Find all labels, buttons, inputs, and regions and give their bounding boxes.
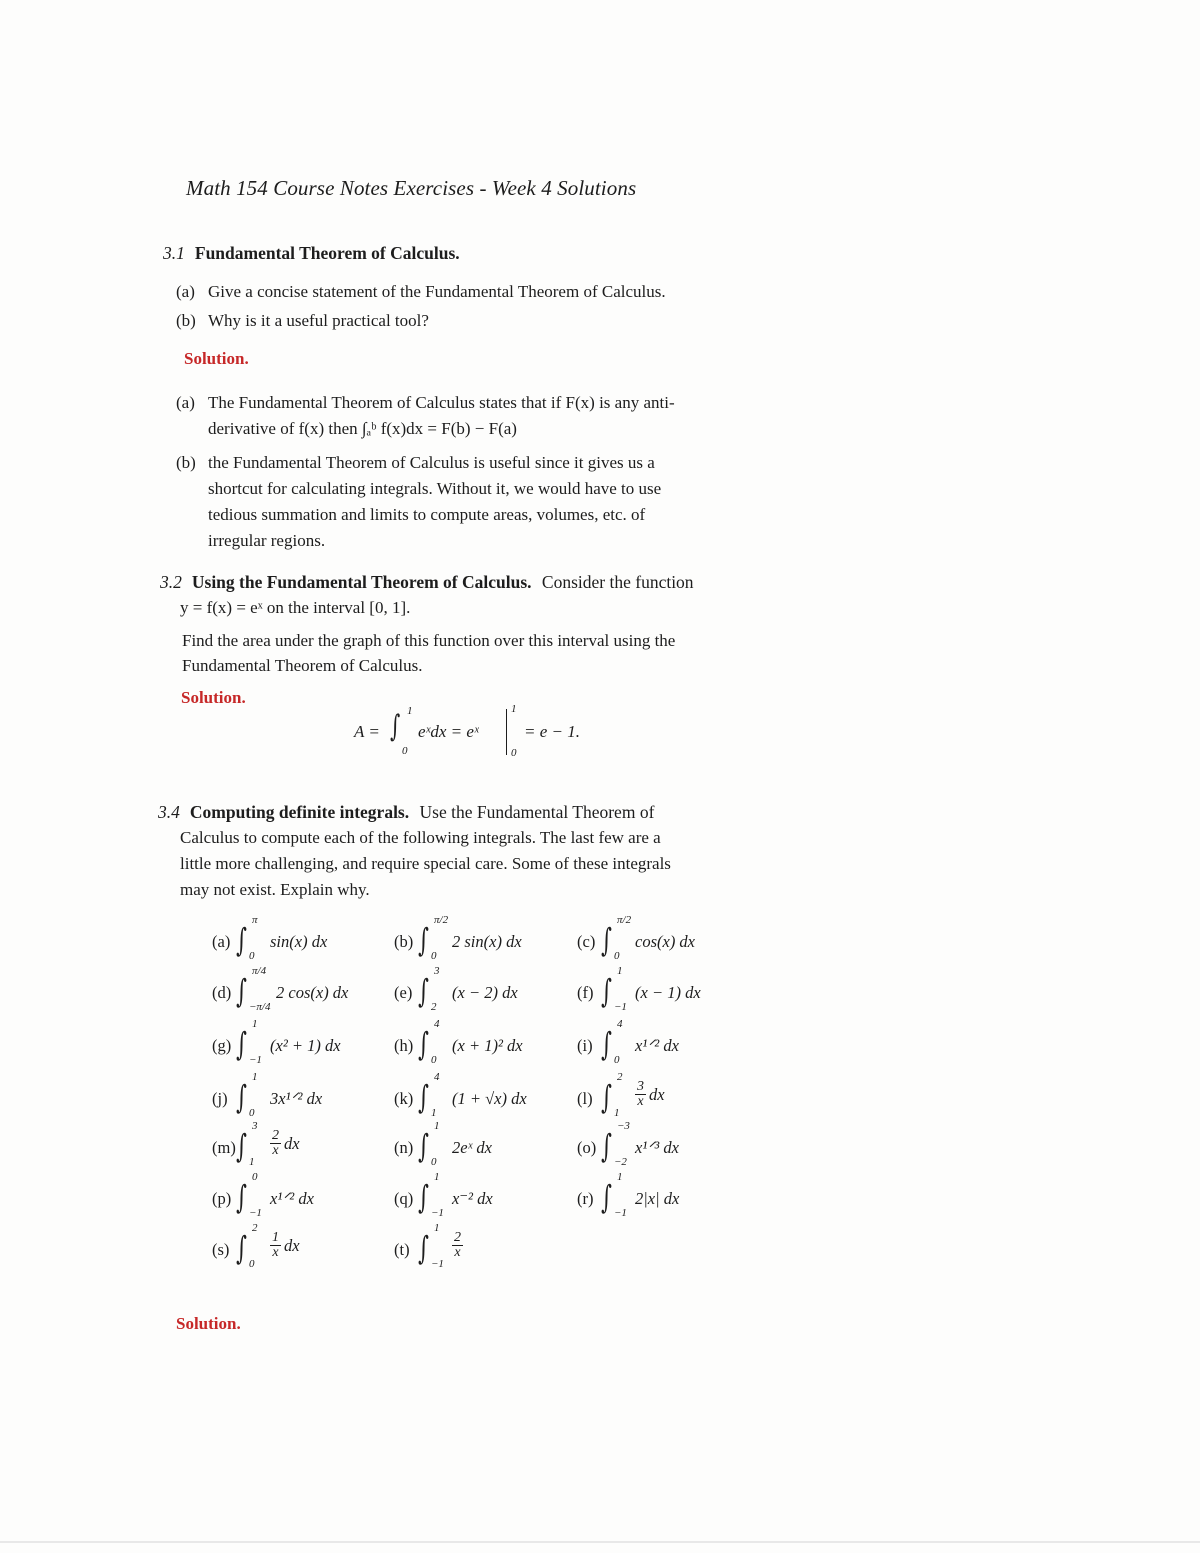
integral-sign-icon: ∫	[418, 1078, 429, 1116]
integral-upper-limit: 1	[252, 1071, 258, 1083]
integrand-fraction	[452, 1231, 463, 1260]
integrand: 3x¹ᐟ² dx	[270, 1089, 323, 1108]
integral-sign-icon: ∫	[601, 1025, 612, 1063]
solution-label: Solution.	[184, 349, 249, 368]
integral-label: (h)	[394, 1036, 414, 1055]
section-3-4-heading	[158, 799, 654, 825]
integral-upper-limit: 1	[407, 705, 413, 717]
integrand-text: dx	[284, 1235, 300, 1255]
integral-sign-icon: ∫	[601, 921, 612, 959]
fraction-numerator: 2	[454, 1230, 461, 1245]
integral-lower-limit: 0	[614, 1054, 620, 1066]
evaluation-bar	[506, 709, 507, 755]
integrand: x¹ᐟ² dx	[270, 1189, 314, 1208]
integral-label: (e)	[394, 983, 413, 1002]
integral-lower-limit: 2	[431, 1001, 437, 1013]
section-title: Using the Fundamental Theorem of Calculus.	[191, 572, 532, 592]
integral-sign-icon: ∫	[601, 972, 612, 1010]
section-3-2-paragraph-line: Fundamental Theorem of Calculus.	[182, 656, 423, 675]
integral-sign-icon: ∫	[236, 1178, 247, 1216]
integral-label: (t)	[394, 1240, 410, 1259]
integrand-text: dx	[284, 1133, 300, 1153]
integral-label: (a)	[212, 932, 231, 951]
integrand: (x − 2) dx	[452, 983, 518, 1002]
equation-rhs: = e − 1.	[524, 722, 580, 741]
section-3-4-line: may not exist. Explain why.	[180, 880, 370, 899]
integral-sign-icon: ∫	[390, 709, 401, 744]
section-3-2-heading	[160, 569, 694, 595]
solution-text-line: tedious summation and limits to compute areas, volumes, etc. of	[208, 505, 646, 524]
evaluation-lower: 0	[511, 747, 517, 759]
integrand: cos(x) dx	[635, 932, 696, 951]
integral-lower-limit: 1	[614, 1107, 620, 1119]
integral-upper-limit: −3	[617, 1120, 630, 1132]
integrand: x⁻² dx	[452, 1189, 493, 1208]
integral-lower-limit: −1	[614, 1001, 627, 1013]
integrand: (x − 1) dx	[635, 983, 701, 1002]
integrand	[270, 1231, 300, 1260]
integral-label: (p)	[212, 1189, 232, 1208]
integral-sign-icon: ∫	[236, 1127, 247, 1165]
integral-upper-limit: 3	[434, 965, 440, 977]
section-intro: Use the Fundamental Theorem of	[419, 802, 655, 822]
integrand	[635, 1080, 665, 1109]
integrand: sin(x) dx	[270, 932, 328, 951]
integral-label: (i)	[577, 1036, 593, 1055]
solution-text-line: the Fundamental Theorem of Calculus is useful since it gives us a	[208, 453, 655, 472]
question-text: Why is it a useful practical tool?	[208, 311, 429, 330]
integrand: 2 sin(x) dx	[452, 932, 522, 951]
page-title: Math 154 Course Notes Exercises - Week 4 Solutions	[186, 176, 637, 200]
integral-label: (n)	[394, 1138, 414, 1157]
fraction-numerator: 3	[637, 1079, 644, 1094]
integral-label: (d)	[212, 983, 232, 1002]
solution-label: Solution.	[181, 688, 246, 707]
integral-upper-limit: 1	[434, 1222, 440, 1234]
integral-sign-icon: ∫	[418, 1025, 429, 1063]
integral-label: (f)	[577, 983, 594, 1002]
fraction-denominator: x	[637, 1094, 644, 1109]
integral-lower-limit: −1	[431, 1207, 444, 1219]
section-number: 3.1	[163, 243, 185, 263]
integral-lower-limit: −2	[614, 1156, 627, 1168]
integral-sign-icon: ∫	[236, 972, 247, 1010]
item-label: (a)	[176, 282, 195, 301]
integral-lower-limit: −1	[614, 1207, 627, 1219]
integral-label: (g)	[212, 1036, 232, 1055]
section-3-1-heading	[163, 240, 460, 266]
integral-lower-limit: 1	[431, 1107, 437, 1119]
integral-upper-limit: π/2	[434, 914, 449, 926]
integrand	[270, 1129, 300, 1158]
integral-label: (r)	[577, 1189, 594, 1208]
integral-lower-limit: 0	[431, 950, 437, 962]
integral-lower-limit: 0	[249, 1107, 255, 1119]
section-3-2-paragraph-line: Find the area under the graph of this function over this interval using the	[182, 631, 676, 650]
integrand: (x + 1)² dx	[452, 1036, 523, 1055]
integrand: (1 + √x) dx	[452, 1089, 527, 1108]
integral-upper-limit: 2	[252, 1222, 258, 1234]
integral-lower-limit: 0	[614, 950, 620, 962]
integrand	[452, 1231, 463, 1260]
integral-sign-icon: ∫	[418, 972, 429, 1010]
integral-sign-icon: ∫	[601, 1127, 612, 1165]
integral-upper-limit: 3	[252, 1120, 258, 1132]
item-label: (a)	[176, 393, 195, 412]
integral-label: (m)	[212, 1138, 236, 1157]
integral-label: (q)	[394, 1189, 414, 1208]
integral-lower-limit: 0	[249, 1258, 255, 1270]
integral-label: (l)	[577, 1089, 593, 1108]
solution-text-line: derivative of f(x) then ∫ₐᵇ f(x)dx = F(b) − F(a)	[208, 419, 517, 438]
integral-sign-icon: ∫	[236, 1025, 247, 1063]
integral-label: (j)	[212, 1089, 228, 1108]
integrand: (x² + 1) dx	[270, 1036, 341, 1055]
integrand: x¹ᐟ³ dx	[635, 1138, 679, 1157]
integral-upper-limit: π/2	[617, 914, 632, 926]
integral-sign-icon: ∫	[418, 1229, 429, 1267]
integral-upper-limit: 1	[252, 1018, 258, 1030]
integral-lower-limit: 0	[431, 1156, 437, 1168]
integral-lower-limit: 0	[249, 950, 255, 962]
item-label: (b)	[176, 453, 196, 472]
section-title: Fundamental Theorem of Calculus.	[194, 243, 460, 263]
integral-label: (b)	[394, 932, 414, 951]
integral-upper-limit: 1	[434, 1171, 440, 1183]
fraction-denominator: x	[454, 1245, 461, 1260]
integral-label: (k)	[394, 1089, 414, 1108]
fraction-numerator: 2	[272, 1128, 279, 1143]
integral-lower-limit: −π/4	[249, 1001, 271, 1013]
integral-lower-limit: −1	[249, 1054, 262, 1066]
integral-label: (o)	[577, 1138, 597, 1157]
integral-upper-limit: 1	[617, 965, 623, 977]
solution-label: Solution.	[176, 1314, 241, 1333]
solution-b	[176, 450, 756, 554]
integrand-text: dx	[649, 1084, 665, 1104]
section-title: Computing definite integrals.	[189, 802, 410, 822]
section-number: 3.4	[158, 802, 180, 822]
scan-edge-line	[0, 1541, 1200, 1543]
section-3-4-line: Calculus to compute each of the following integrals. The last few are a	[180, 828, 661, 847]
integrand-fraction	[635, 1080, 646, 1109]
equation-lhs: A =	[354, 722, 380, 741]
fraction-denominator: x	[272, 1143, 279, 1158]
integral-sign-icon: ∫	[236, 921, 247, 959]
fraction-denominator: x	[272, 1245, 279, 1260]
integral-sign-icon: ∫	[236, 1229, 247, 1267]
fraction-numerator: 1	[272, 1230, 279, 1245]
integral-sign-icon: ∫	[418, 1178, 429, 1216]
integral-sign-icon: ∫	[601, 1178, 612, 1216]
equation-middle: eˣdx = eˣ	[418, 722, 479, 741]
integral-upper-limit: 1	[434, 1120, 440, 1132]
integral-lower-limit: 0	[431, 1054, 437, 1066]
item-label: (b)	[176, 311, 196, 330]
integral-sign-icon: ∫	[418, 921, 429, 959]
question-text: Give a concise statement of the Fundamental Theorem of Calculus.	[208, 282, 666, 301]
area-equation	[354, 703, 594, 765]
integrand-fraction	[270, 1231, 281, 1260]
integral-label: (c)	[577, 932, 596, 951]
solution-text-line: irregular regions.	[208, 531, 326, 550]
integral-upper-limit: π/4	[252, 965, 267, 977]
integral-upper-limit: π	[252, 914, 258, 926]
integrand: 2 cos(x) dx	[276, 983, 349, 1002]
section-3-4-line: little more challenging, and require special care. Some of these integrals	[180, 854, 671, 873]
integral-lower-limit: 1	[249, 1156, 255, 1168]
integral-upper-limit: 0	[252, 1171, 258, 1183]
integrand: 2eˣ dx	[452, 1138, 492, 1157]
integrand: 2|x| dx	[635, 1189, 680, 1208]
section-number: 3.2	[160, 572, 182, 592]
integrand: x¹ᐟ² dx	[635, 1036, 679, 1055]
section-3-2-line: y = f(x) = eˣ on the interval [0, 1].	[180, 598, 411, 617]
integral-sign-icon: ∫	[601, 1078, 612, 1116]
integral-label: (s)	[212, 1240, 230, 1259]
solution-text-line: The Fundamental Theorem of Calculus states that if F(x) is any anti-	[208, 393, 675, 412]
integral-lower-limit: −1	[249, 1207, 262, 1219]
integral-sign-icon: ∫	[418, 1127, 429, 1165]
integral-upper-limit: 4	[434, 1018, 440, 1030]
integral-upper-limit: 1	[617, 1171, 623, 1183]
section-intro: Consider the function	[541, 572, 694, 592]
integral-lower-limit: −1	[431, 1258, 444, 1270]
integral-upper-limit: 2	[617, 1071, 623, 1083]
integral-lower-limit: 0	[402, 745, 408, 757]
integrand-fraction	[270, 1129, 281, 1158]
integral-sign-icon: ∫	[236, 1078, 247, 1116]
integral-upper-limit: 4	[617, 1018, 623, 1030]
integral-upper-limit: 4	[434, 1071, 440, 1083]
evaluation-upper: 1	[511, 703, 517, 715]
solution-a	[176, 390, 756, 442]
solution-text-line: shortcut for calculating integrals. Without it, we would have to use	[208, 479, 662, 498]
